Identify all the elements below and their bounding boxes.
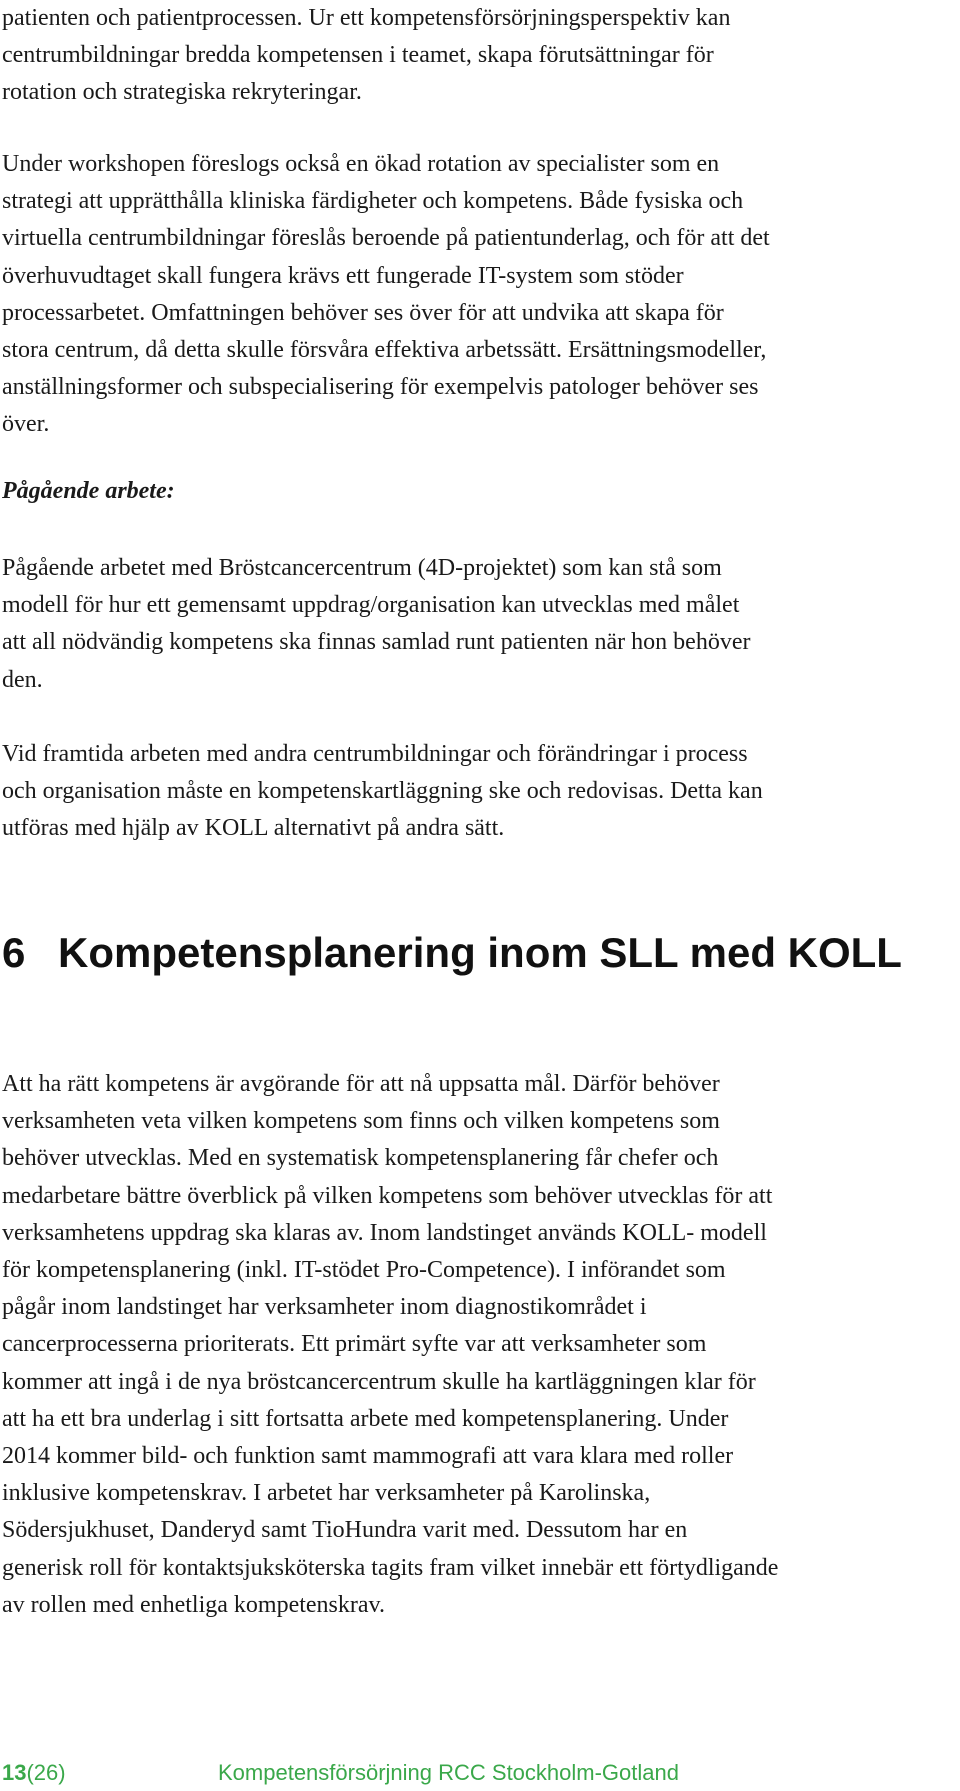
footer-page-number: 13 xyxy=(2,1760,27,1785)
section-title: Kompetensplanering inom SLL med KOLL xyxy=(58,929,902,976)
paragraph-workshop: Under workshopen föreslogs också en ökad rotation av specialister som en strategi att upprätthålla kliniska färdigheter och kompetens. Både fysiska och virtuella centrumbildningar föreslås beroende på patientunderlag, och för att det överhuvudtaget skall fungera krävs ett fungerade IT-system som stöder processarbetet. Omfattningen behöver ses över för att undvika att skapa för stora centrum, då detta skulle försvåra effektiva arbetssätt. Ersättningsmodeller, anställningsformer och subspecialisering för exempelvis patologer behöver ses över. xyxy=(2,151,770,438)
section-heading xyxy=(2,925,954,981)
subheading-ongoing-work: Pågående arbete: xyxy=(2,478,175,504)
section-number: 6 xyxy=(2,929,26,976)
paragraph-future-work: Vid framtida arbeten med andra centrumbildningar och förändringar i process och organisation måste en kompetenskartläggning ske och redovisas. Detta kan utföras med hjälp av KOLL alternativt på andra sätt. xyxy=(2,741,763,842)
paragraph-competence-planning: Att ha rätt kompetens är avgörande för att nå uppsatta mål. Därför behöver verksamheten veta vilken kompetens som finns och vilken kompetens som behöver utvecklas. Med en systematisk kompetensplanering får chefer och medarbetare bättre överblick på vilken kompetens som behöver utvecklas för att verksamhetens uppdrag ska klaras av. Inom landstinget används KOLL- modell för kompetensplanering (inkl. IT-stödet Pro-Competence). I införandet som pågår inom landstinget har verksamheter inom diagnostikområdet i cancerprocesserna prioriterats. Ett primärt syfte var att verksamheter som kommer att ingå i de nya bröstcancercentrum skulle ha kartläggningen klar för att ha ett bra underlag i sitt fortsatta arbete med kompetensplanering. Under 2014 kommer bild- och funktion samt mammografi att vara klara med roller inklusive kompetenskrav. I arbetet har verksamheter på Karolinska, Södersjukhuset, Danderyd samt TioHundra varit med. Dessutom har en generisk roll för kontaktsjuksköterska tagits fram vilket innebär ett förtydligande av rollen med enhetliga kompetenskrav. xyxy=(2,1071,779,1618)
page-footer xyxy=(2,1760,954,1786)
paragraph-breast-cancer-centre: Pågående arbetet med Bröstcancercentrum (4D-projektet) som kan stå som modell för hur ett gemensamt uppdrag/organisation kan utvecklas med målet att all nödvändig kompetens ska finnas samlad runt patienten när hon behöver den. xyxy=(2,555,751,693)
footer-page-total: (26) xyxy=(26,1760,66,1785)
footer-document-title: Kompetensförsörjning RCC Stockholm-Gotland xyxy=(218,1760,679,1785)
paragraph-rotation-intro: patienten och patientprocessen. Ur ett kompetensförsörjningsperspektiv kan centrumbildningar bredda kompetensen i teamet, skapa förutsättningar för rotation och strategiska rekryteringar. xyxy=(2,5,731,106)
